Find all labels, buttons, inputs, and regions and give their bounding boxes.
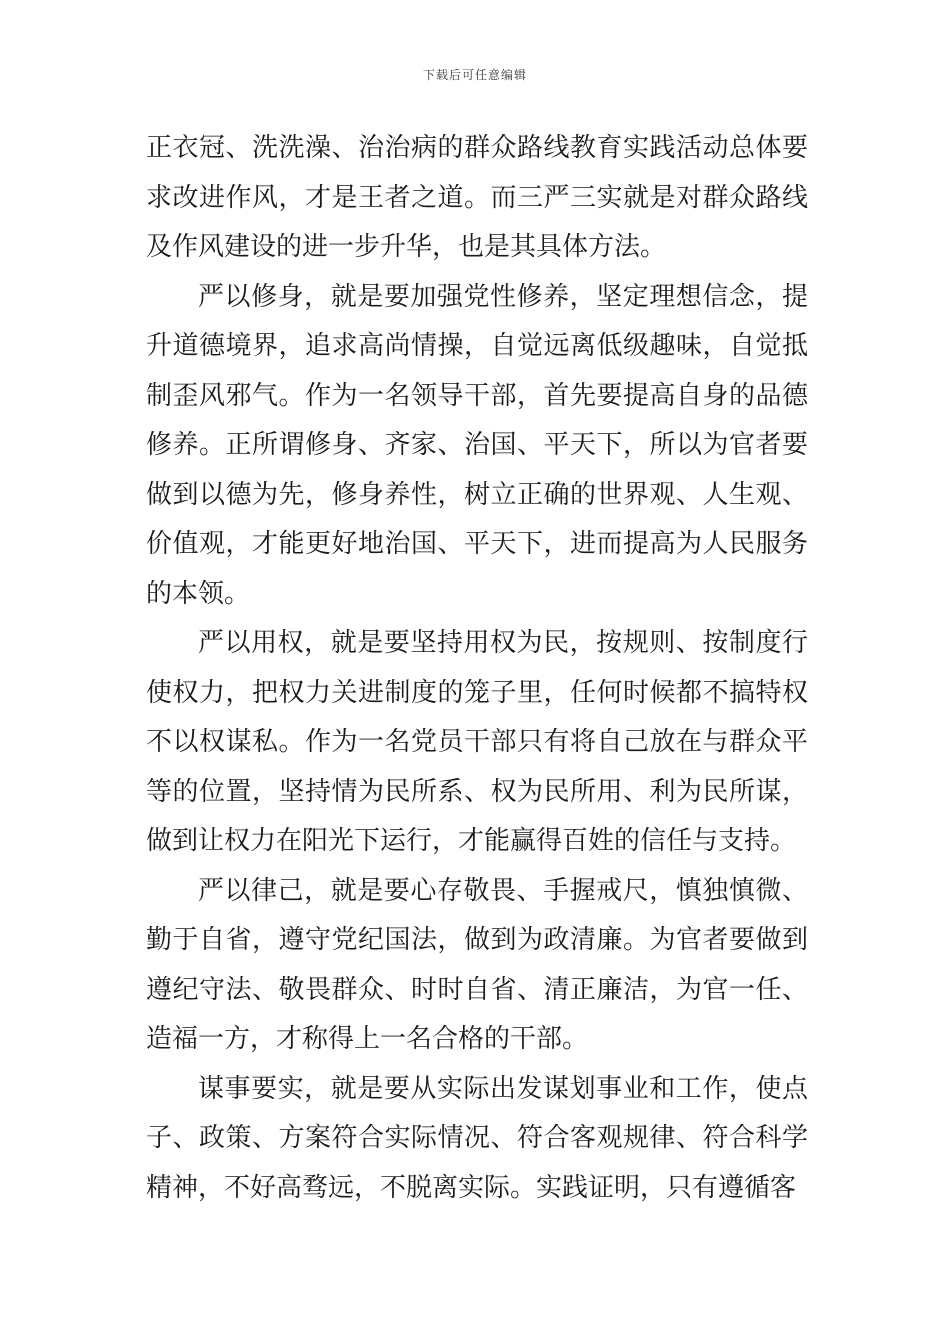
document-body <box>146 124 808 1213</box>
paragraph-2: 严以修身，就是要加强党性修养，坚定理想信念，提升道德境界，追求高尚情操，自觉远离低级趣味，自觉抵制歪风邪气。作为一名领导干部，首先要提高自身的品德修养。正所谓修身、齐家、治国、平天下，所以为官者要做到以德为先，修身养性，树立正确的世界观、人生观、价值观，才能更好地治国、平天下，进而提高为人民服务的本领。 <box>146 281 808 609</box>
paragraph-4: 严以律己，就是要心存敬畏、手握戒尺，慎独慎微、勤于自省，遵守党纪国法，做到为政清廉。为官者要做到遵纪守法、敬畏群众、时时自省、清正廉洁，为官一任、造福一方，才称得上一名合格的干部。 <box>146 875 808 1054</box>
paragraph-3: 严以用权，就是要坚持用权为民，按规则、按制度行使权力，把权力关进制度的笼子里，任何时候都不搞特权不以权谋私。作为一名党员干部只有将自己放在与群众平等的位置，坚持情为民所系、权为民所用、利为民所谋，做到让权力在阳光下运行，才能赢得百姓的信任与支持。 <box>146 628 808 856</box>
paragraph-1: 正衣冠、洗洗澡、治治病的群众路线教育实践活动总体要求改进作风，才是王者之道。而三严三实就是对群众路线及作风建设的进一步升华，也是其具体方法。 <box>146 133 808 262</box>
paragraph-5: 谋事要实，就是要从实际出发谋划事业和工作，使点子、政策、方案符合实际情况、符合客观规律、符合科学精神，不好高骛远，不脱离实际。实践证明，只有遵循客 <box>146 1073 808 1203</box>
page-header: 下载后可任意编辑 <box>422 68 527 82</box>
